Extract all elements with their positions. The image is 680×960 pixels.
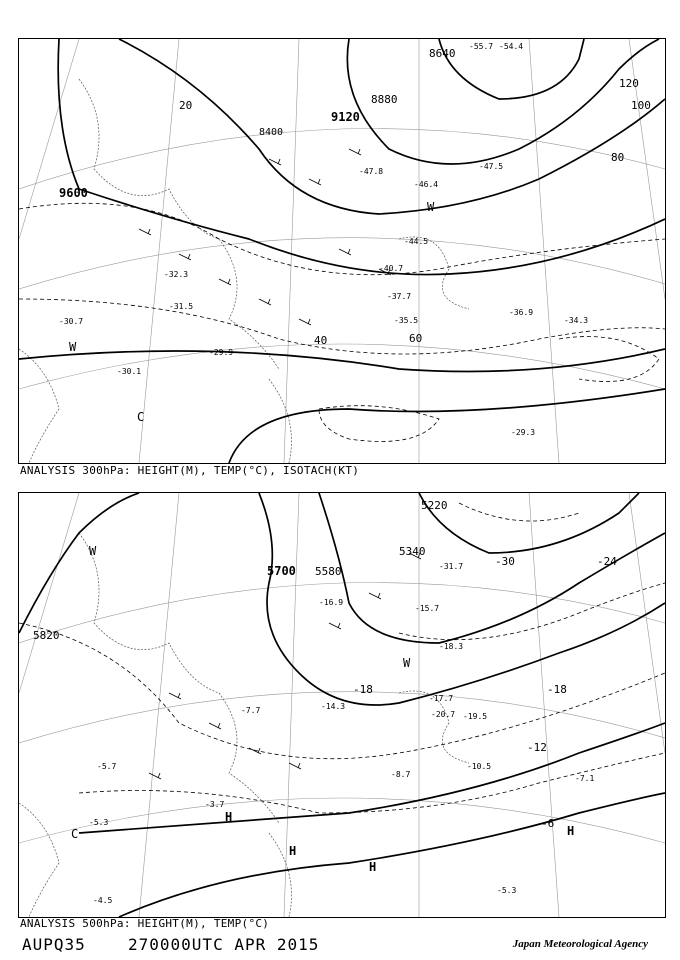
temp-label: -44.5 (404, 237, 429, 246)
map-300hpa-svg (19, 39, 665, 463)
isotach-label: 40 (314, 334, 328, 347)
height-label: 5340 (399, 545, 426, 558)
map-panel-500hpa (18, 492, 666, 918)
temp-label: -46.4 (414, 180, 439, 189)
isotherm-label: -18 (547, 683, 567, 696)
isotach-label: 80 (611, 151, 625, 164)
map-panel-300hpa (18, 38, 666, 464)
agency-name: Japan Meteorological Agency (512, 938, 648, 950)
pressure-center-label: C (71, 827, 79, 841)
height-label: 8400 (259, 127, 284, 138)
temp-label: -40.7 (379, 264, 404, 273)
isotherm-label: -24 (597, 555, 617, 568)
temp-label: -31.7 (439, 562, 464, 571)
isotherm-label: -18 (353, 683, 373, 696)
height-label: 9600 (59, 186, 88, 200)
temp-label: -29.9 (209, 348, 234, 357)
temp-label: -47.8 (359, 167, 384, 176)
temp-label: -47.5 (479, 162, 504, 171)
grid-lines (19, 39, 665, 463)
isotherm-label: -12 (527, 741, 547, 754)
pressure-center-label: H (289, 844, 297, 858)
valid-time: 270000UTC APR 2015 (128, 935, 320, 954)
temp-label: -54.4 (499, 42, 524, 51)
height-label: 5580 (315, 565, 342, 578)
temp-label: -10.5 (467, 762, 492, 771)
temp-label: -34.3 (564, 316, 589, 325)
temp-label: -19.5 (463, 712, 488, 721)
wind-barbs (139, 149, 391, 325)
temp-label: -29.3 (511, 428, 536, 437)
isotach-label: 100 (631, 99, 651, 112)
pressure-center-label: H (369, 860, 377, 874)
isotherm-label: -6 (541, 817, 555, 830)
pressure-center-label: W (69, 340, 77, 354)
temp-label: -4.5 (93, 896, 113, 905)
temp-label: -32.3 (164, 270, 189, 279)
height-label: 8640 (429, 47, 456, 60)
temp-label: -35.5 (394, 316, 419, 325)
pressure-center-label: W (427, 200, 435, 214)
pressure-center-label: H (567, 824, 575, 838)
height-contours (19, 39, 665, 463)
isotherm-label: -30 (495, 555, 515, 568)
height-label: 9120 (331, 110, 360, 124)
wind-barbs (149, 553, 421, 779)
temp-label: -37.7 (387, 292, 412, 301)
height-label: 5220 (421, 499, 448, 512)
temp-label: -36.9 (509, 308, 534, 317)
temp-label: -15.7 (415, 604, 440, 613)
pressure-center-label: W (403, 656, 411, 670)
height-label: 5820 (33, 629, 60, 642)
temp-label: -17.7 (429, 694, 454, 703)
isotach-label: 20 (179, 99, 193, 112)
pressure-center-label: H (225, 810, 233, 824)
temp-label: -18.3 (439, 642, 464, 651)
temp-label: -14.3 (321, 702, 346, 711)
temp-label: -8.7 (391, 770, 411, 779)
temp-label: -55.7 (469, 42, 494, 51)
isotach-label: 60 (409, 332, 423, 345)
temp-label: -20.7 (431, 710, 456, 719)
temp-label: -7.7 (241, 706, 261, 715)
temp-label: -30.1 (117, 367, 142, 376)
temp-label: -3.7 (205, 800, 225, 809)
temp-label: -30.7 (59, 317, 84, 326)
temp-label: -31.5 (169, 302, 194, 311)
height-label: 5700 (267, 564, 296, 578)
pressure-center-label: W (89, 544, 97, 558)
height-label: 8880 (371, 93, 398, 106)
map-500hpa-svg (19, 493, 665, 917)
isotach-label: 120 (619, 77, 639, 90)
temp-label: -5.7 (97, 762, 117, 771)
pressure-center-label: C (137, 410, 145, 424)
temp-label: -7.1 (575, 774, 595, 783)
temp-label: -16.9 (319, 598, 344, 607)
caption-500hpa: ANALYSIS 500hPa: HEIGHT(M), TEMP(°C) (20, 917, 270, 930)
caption-300hpa: ANALYSIS 300hPa: HEIGHT(M), TEMP(°C), ISOTACH(KT) (20, 464, 360, 477)
chart-code: AUPQ35 (22, 935, 86, 954)
temp-label: -5.3 (89, 818, 109, 827)
temp-label: -5.3 (497, 886, 517, 895)
